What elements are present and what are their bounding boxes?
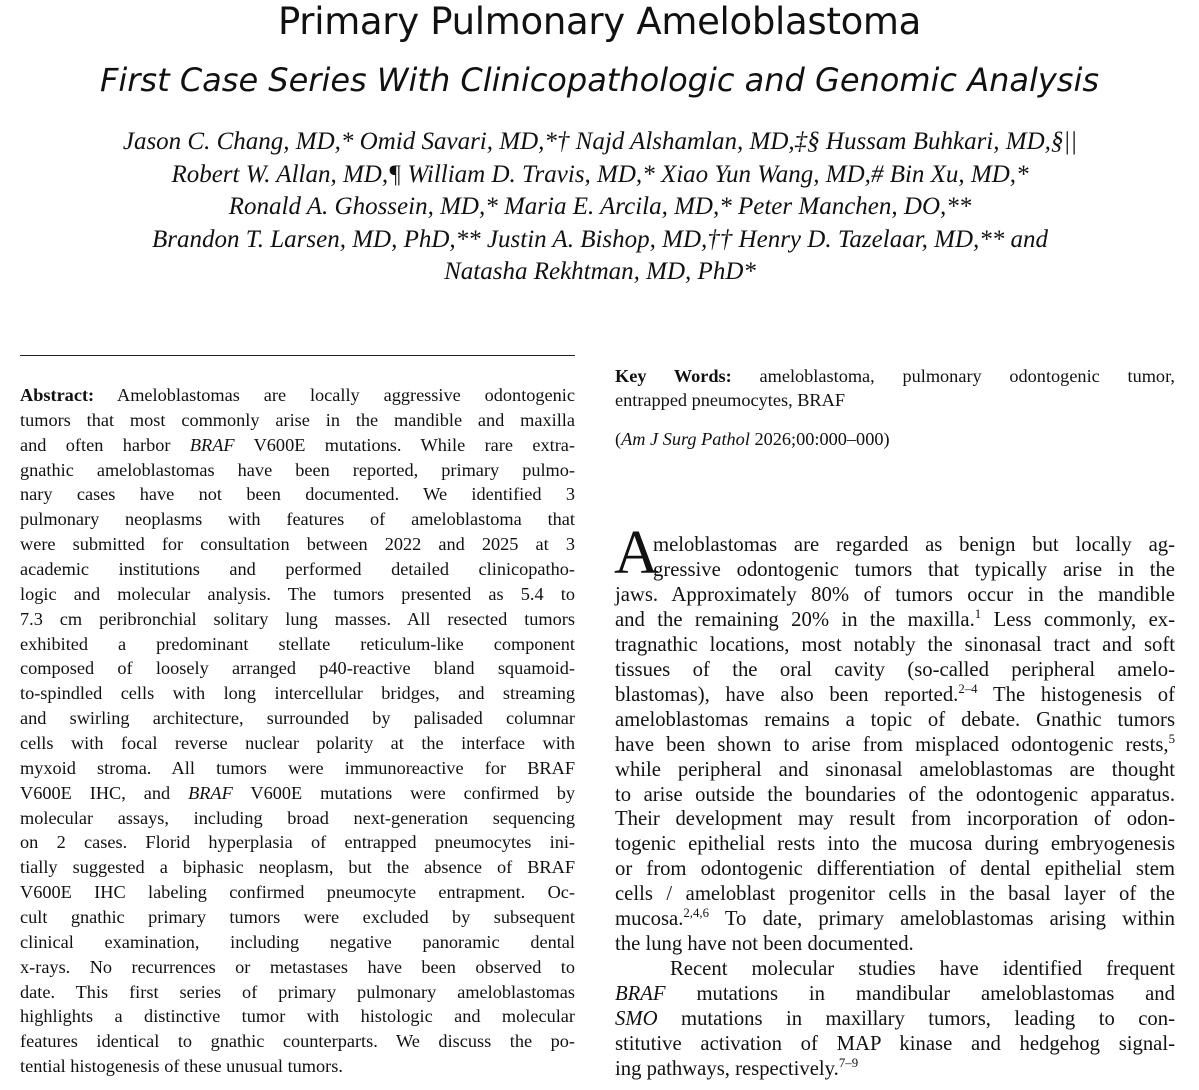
text-line: and swirling architecture, surrounded by palisaded columnar [20, 708, 575, 729]
text-line: tential histogenesis of these unusual tumors. [20, 1056, 343, 1077]
affiliation-marker: * [743, 258, 756, 285]
author-name: William D. Travis, MD, [407, 160, 643, 188]
text-line: entrapped pneumocytes, BRAF [615, 389, 845, 410]
text-line: highlights a distinctive tumor with histologic and molecular [20, 1006, 575, 1027]
author-name: Brandon T. Larsen, MD, PhD, [151, 225, 456, 253]
text-line: and often harbor BRAF V600E mutations. While rare extra- [20, 434, 575, 455]
text-line: V600E IHC, and BRAF V600E mutations were confirmed by [20, 782, 576, 803]
affiliation-marker: * [642, 160, 655, 188]
author-list [20, 126, 1180, 289]
reference-superscript: 2,4,6 [683, 906, 710, 921]
affiliation-marker: §|| [1050, 128, 1078, 155]
reference-superscript: 5 [1168, 731, 1175, 746]
text-line: date. This first series of primary pulmonary ameloblastomas [20, 981, 575, 1002]
text-line: SMO mutations in maxillary tumors, leading to con- [615, 1008, 1175, 1031]
author-line [20, 126, 1180, 159]
text-line: composed of loosely arranged p40-reactive bland squamoid- [20, 658, 575, 679]
italic-term: BRAF [615, 983, 666, 1006]
author-line [20, 256, 1180, 289]
article-title: Primary Pulmonary Ameloblastoma [277, 0, 922, 43]
author-name: Bin Xu, MD, [889, 160, 1017, 188]
text-line: myxoid stroma. All tumors were immunoreactive for BRAF [20, 757, 575, 778]
italic-term: BRAF [189, 434, 235, 455]
reference-superscript: 1 [974, 606, 982, 621]
text-line: cells with focal reverse nuclear polarity at the interface with [20, 733, 575, 754]
text-line: mucosa.$^{2,4,6}$ To date, primary ameloblastomas arising within [615, 906, 1175, 931]
citation-details: 2026;00:000–000 [754, 429, 884, 449]
text-line: tumors that most commonly arise in the mandible and maxilla [20, 409, 575, 430]
text-line: 7.3 cm peribronchial solitary lung masses. All resected tumors [20, 608, 575, 629]
abstract-block [20, 383, 575, 1079]
author-name: Jason C. Chang, MD, [122, 128, 341, 155]
text-line: to arise outside the boundaries of the odontogenic apparatus. [615, 783, 1175, 806]
author-name: Xiao Yun Wang, MD, [660, 160, 871, 188]
citation-line: (Am J Surg Pathol 2026;00:000–000) [615, 429, 890, 449]
author-name: Natasha Rekhtman, MD, PhD [444, 258, 744, 285]
text-line: jaws. Approximately 80% of tumors occur in the mandible [615, 583, 1175, 606]
author-name: Omid Savari, MD, [359, 128, 545, 155]
text-line: cult gnathic primary tumors were excluded by subsequent [20, 907, 575, 928]
author-name: Henry D. Tazelaar, MD, [738, 225, 980, 253]
text-line: Key Words: ameloblastoma, pulmonary odontogenic tumor, [615, 366, 1175, 386]
affiliation-marker: ** [946, 193, 972, 220]
section-divider [20, 355, 575, 356]
author-name: Ronald A. Ghossein, MD, [228, 193, 486, 220]
text-line: tissues of the oral cavity (so-called peripheral amelo- [615, 658, 1175, 681]
text-line: Abstract: Ameloblastomas are locally aggressive odontogenic [20, 385, 575, 405]
text-line: cells / ameloblast progenitor cells in the basal layer of the [615, 883, 1175, 906]
text-line: ing pathways, respectively.$^{7-9}$ [615, 1056, 859, 1081]
text-line: were submitted for consultation between 2022 and 2025 at 3 [20, 534, 575, 555]
text-line: blastomas), have also been reported.$^{2-4}$ The histogenesis of [615, 681, 1176, 706]
italic-term: SMO [615, 1008, 658, 1031]
affiliation-marker: †† [707, 225, 733, 253]
text-line: the lung have not been documented. [615, 933, 914, 956]
text-line: have been shown to arise from misplaced odontogenic rests,$^5$ [615, 731, 1175, 756]
text-line: x-rays. No recurrences or metastases have been observed to [20, 956, 575, 977]
text-line: while peripheral and sinonasal ameloblastomas are thought [615, 758, 1175, 781]
text-line: meloblastomas are regarded as benign but locally ag- [653, 534, 1175, 556]
text-line: or from odontogenic differentiation of dental epithelial stem [615, 858, 1175, 881]
affiliation-marker: * [719, 193, 732, 220]
text-line: stitutive activation of MAP kinase and hedgehog signal- [615, 1033, 1175, 1056]
text-line: and the remaining 20% in the maxilla.$^1$ Less commonly, ex- [615, 606, 1176, 631]
text-line: ameloblastomas remains a topic of debate. Gnathic tumors [615, 708, 1175, 731]
author-name: Najd Alshamlan, MD, [575, 128, 795, 155]
text-line: nary cases have not been documented. We identified 3 [20, 484, 575, 505]
affiliation-marker: * [1016, 160, 1029, 188]
journal-name: Am J Surg Pathol [621, 429, 750, 449]
author-name: Robert W. Allan, MD, [171, 160, 389, 188]
text-line: tially suggested a biphasic neoplasm, but the absence of BRAF [20, 857, 575, 878]
text-line: Recent molecular studies have identified frequent [670, 958, 1175, 981]
author-line [20, 191, 1180, 224]
reference-superscript: 7–9 [838, 1056, 859, 1071]
affiliation-marker: # [870, 160, 884, 188]
affiliation-marker: * [485, 193, 498, 220]
text-line: togenic epithelial rests into the mucosa during embryogenesis [615, 833, 1175, 856]
text-line: to-spindled cells with long intercellular bridges, and streaming [20, 683, 575, 704]
reference-superscript: 2–4 [958, 681, 978, 696]
keywords-block [615, 365, 1175, 412]
body-text [615, 533, 1175, 1082]
text-line: features identical to gnathic counterparts. We discuss the po- [20, 1031, 575, 1052]
text-line: on 2 cases. Florid hyperplasia of entrapped pneumocytes ini- [20, 832, 575, 853]
section-label: Abstract: [20, 385, 95, 405]
affiliation-marker: ** [455, 225, 481, 253]
text-line: pulmonary neoplasms with features of ameloblastoma that [20, 509, 575, 530]
affiliation-marker: ¶ [388, 160, 402, 188]
text-line: logic and molecular analysis. The tumors presented as 5.4 to [20, 583, 575, 604]
article-subtitle: First Case Series With Clinicopathologic and Genomic Analysis [99, 61, 1100, 99]
section-label: Key Words: [615, 366, 732, 386]
text-line: V600E IHC labeling confirmed pneumocyte entrapment. Oc- [20, 882, 575, 903]
text-line: BRAF mutations in mandibular ameloblastomas and [615, 983, 1175, 1006]
author-conjunction: and [1010, 225, 1049, 253]
text-line: molecular assays, including broad next-generation sequencing [20, 807, 575, 828]
author-line [20, 159, 1180, 192]
text-line: exhibited a predominant stellate reticulum-like component [20, 633, 575, 654]
text-line: Their development may result from incorporation of odon- [615, 808, 1175, 831]
text-line: tragnathic locations, most notably the sinonasal tract and soft [615, 633, 1175, 656]
author-name: Maria E. Arcila, MD, [503, 193, 720, 220]
affiliation-marker: ** [979, 225, 1005, 253]
text-line: gressive odontogenic tumors that typically arise in the [653, 558, 1175, 581]
text-line: academic institutions and performed detailed clinicopatho- [20, 559, 575, 580]
text-line: clinical examination, including negative panoramic dental [20, 931, 575, 952]
affiliation-marker: *† [544, 128, 570, 155]
author-name: Peter Manchen, DO, [737, 193, 947, 220]
text-line: gnathic ameloblastomas have been reported, primary pulmo- [20, 459, 575, 480]
author-line [20, 224, 1180, 257]
drop-cap: A [614, 519, 659, 587]
author-name: Justin A. Bishop, MD, [486, 225, 708, 253]
affiliation-marker: ‡§ [794, 128, 820, 155]
author-name: Hussam Buhkari, MD, [825, 128, 1051, 155]
affiliation-marker: * [340, 128, 354, 155]
italic-term: BRAF [188, 782, 233, 803]
